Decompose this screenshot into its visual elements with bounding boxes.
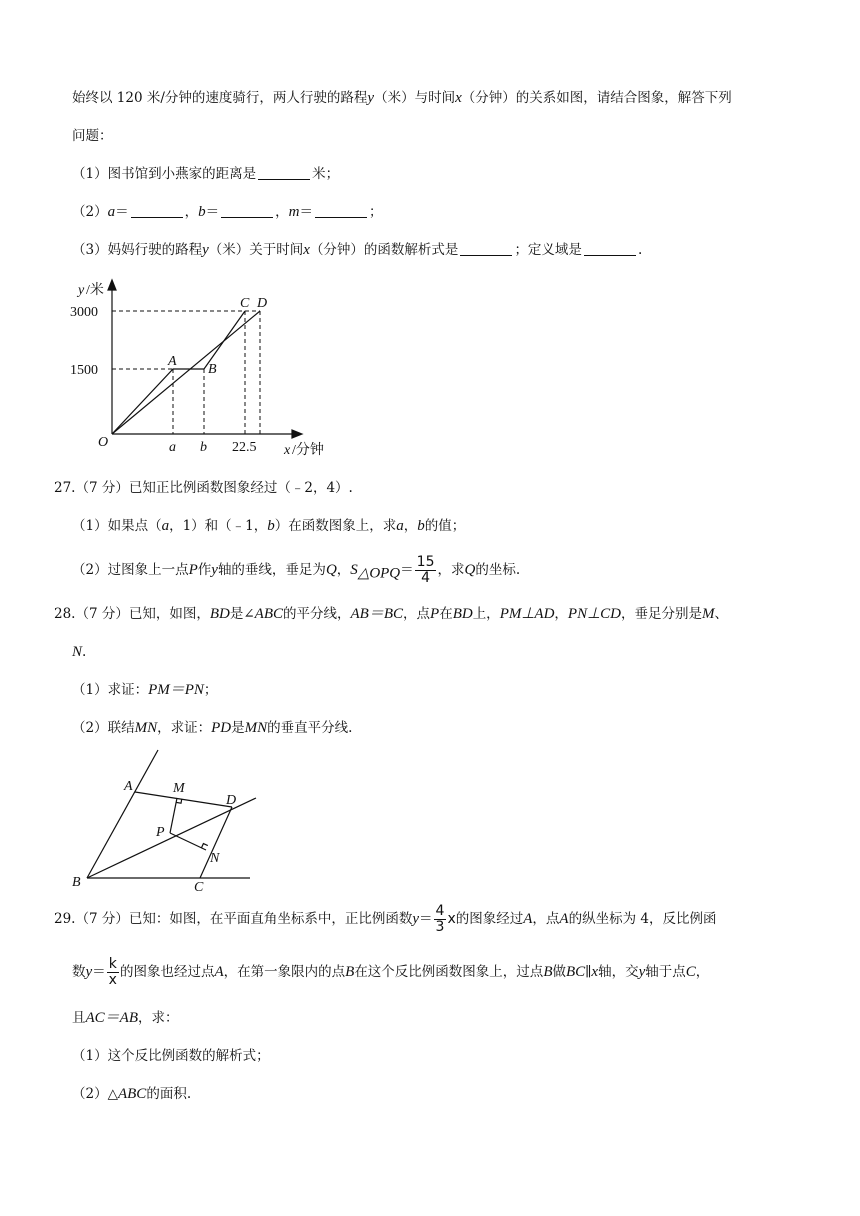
p26-question-2: （2）a＝ ，b＝ ，m＝ ； — [72, 204, 383, 220]
tick-3000: 3000 — [70, 305, 98, 320]
segment-dc — [200, 807, 232, 878]
tick-1500: 1500 — [70, 363, 98, 378]
answer-blank[interactable] — [584, 241, 636, 256]
segment-pn — [170, 833, 206, 850]
mom-path — [112, 311, 260, 434]
point-b-label: B — [208, 362, 217, 377]
label-d: D — [226, 793, 237, 808]
p29-line-2: 数y＝ $\frac{k}{x}$ 的图象也经过点A，在第一象限内的点B在这个反比例函数图象上，过点B做BC∥x轴，交y轴于点C， — [72, 956, 710, 988]
answer-blank[interactable] — [131, 203, 183, 218]
p27-question-1: （1）如果点（a，1）和（﹣1，b）在函数图象上，求a，b的值； — [72, 518, 466, 534]
y-label-var: y — [78, 283, 85, 298]
p29-line-3: 且AC＝AB，求： — [72, 1010, 179, 1026]
p26-intro-line-2: 问题： — [72, 128, 113, 144]
p29-question-2: （2）△ABC的面积. — [72, 1086, 192, 1102]
p28-heading-cont: N. — [72, 644, 87, 660]
fraction-4-3: $\frac{4}{3}$ — [435, 903, 445, 935]
fraction-k-x: $\frac{k}{x}$ — [108, 956, 117, 988]
x-axis-arrow — [292, 430, 302, 438]
label-a: A — [124, 779, 133, 794]
xiaoyan-path — [112, 311, 245, 434]
p28-heading: 28.（7 分）已知，如图，BD是∠ABC的平分线，AB＝BC，点P在BD上，PM⊥AD，PN⊥CD，垂足分别是M、 — [54, 606, 728, 622]
tick-22-5: 22.5 — [232, 440, 257, 455]
label-b: B — [72, 875, 81, 890]
answer-blank[interactable] — [258, 165, 310, 180]
p28-question-2: （2）联结MN，求证：PD是MN的垂直平分线. — [72, 720, 353, 736]
tick-b: b — [200, 440, 207, 455]
label-m: M — [173, 781, 185, 796]
y-label-unit: /米 — [86, 283, 104, 298]
point-c-label: C — [240, 296, 250, 311]
answer-blank[interactable] — [460, 241, 512, 256]
fraction-15-4: $\frac{15}{4}$ — [416, 554, 435, 586]
answer-blank[interactable] — [221, 203, 273, 218]
x-label-var: x — [284, 443, 291, 458]
point-d-label: D — [257, 296, 268, 311]
origin-label: O — [98, 435, 109, 450]
label-n: N — [210, 851, 220, 866]
p29-question-1: （1）这个反比例函数的解析式； — [72, 1048, 270, 1064]
label-p: P — [156, 825, 165, 840]
point-a-label: A — [168, 354, 177, 369]
y-axis-arrow — [108, 280, 116, 290]
ray-ba — [87, 750, 158, 878]
answer-blank[interactable] — [315, 203, 367, 218]
segment-pm — [170, 798, 177, 833]
p27-question-2: （2）过图象上一点P作y轴的垂线，垂足为Q，$S_{\triangle OPQ}=$ $\frac{15}{4}$ ，求Q的坐标. — [72, 554, 521, 586]
x-label-unit: /分钟 — [292, 443, 324, 458]
label-c: C — [194, 880, 204, 892]
right-angle-n — [202, 844, 208, 848]
p26-question-1: （1）图书馆到小燕家的距离是 米； — [72, 166, 340, 182]
p28-question-1: （1）求证：PM＝PN； — [72, 682, 218, 698]
distance-time-graph — [60, 276, 340, 462]
p26-intro-line-1: 始终以 120 米/分钟的速度骑行，两人行驶的路程y（米）与时间x（分钟）的关系如图，请结合图象，解答下列 — [72, 90, 732, 106]
p27-heading: 27.（7 分）已知正比例函数图象经过（﹣2，4）. — [54, 480, 353, 496]
p29-line-1: 29.（7 分）已知：如图，在平面直角坐标系中，正比例函数y＝ $\frac{4}{3}$ x的图象经过A，点A的纵坐标为 4，反比例函 — [54, 903, 717, 935]
tick-a: a — [169, 440, 176, 455]
p26-question-3: （3）妈妈行驶的路程y（米）关于时间x（分钟）的函数解析式是 ；定义域是 . — [72, 242, 643, 258]
geometry-figure — [60, 746, 270, 892]
